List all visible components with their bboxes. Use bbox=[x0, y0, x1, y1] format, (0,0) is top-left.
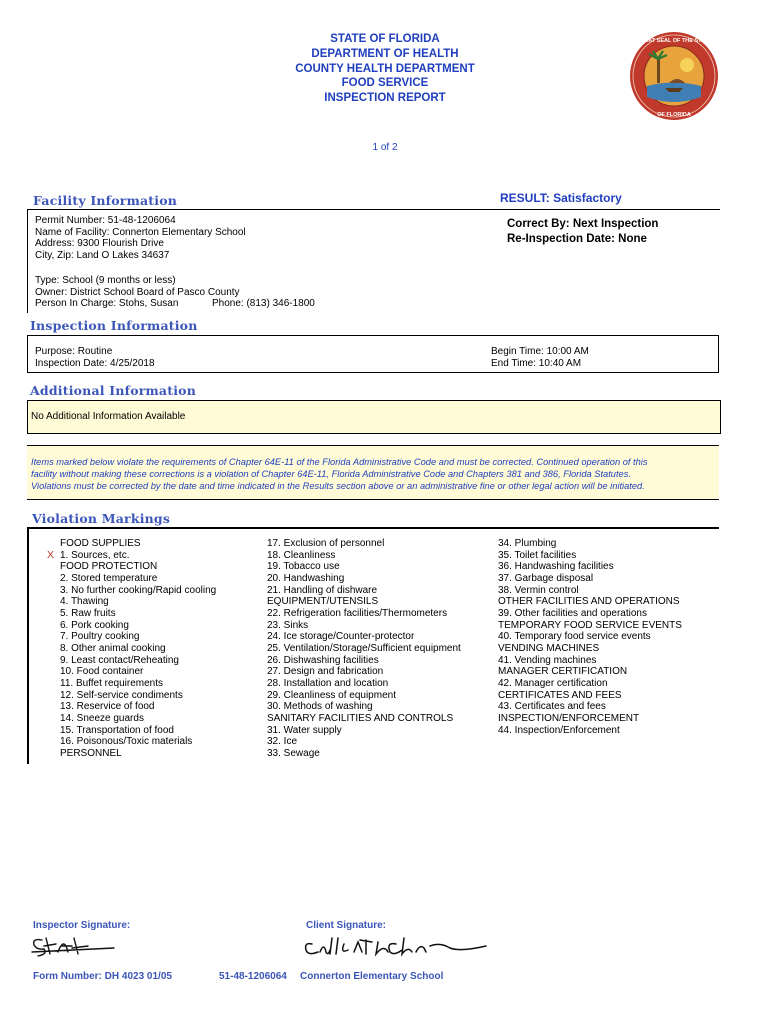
correct-by: Correct By: Next Inspection bbox=[507, 218, 659, 230]
header-food-service: FOOD SERVICE bbox=[341, 77, 429, 90]
facility-phone: Phone: (813) 346-1800 bbox=[211, 298, 315, 310]
note-line-3: Violations must be corrected by the date and time indicated in the Results section above or an administrative fine or other legal action will be initiated. bbox=[31, 481, 645, 492]
svg-text:GREAT SEAL OF THE STATE: GREAT SEAL OF THE STATE bbox=[636, 38, 712, 44]
inspection-date: Inspection Date: 4/25/2018 bbox=[35, 357, 155, 369]
violation-item: 3. No further cooking/Rapid cooling bbox=[60, 584, 217, 596]
violation-item: 2. Stored temperature bbox=[60, 572, 158, 584]
inspector-signature-label: Inspector Signature: bbox=[33, 920, 131, 931]
additional-text: No Additional Information Available bbox=[31, 411, 186, 422]
facility-section-title: Facility Information bbox=[33, 193, 178, 208]
violation-note bbox=[31, 456, 648, 493]
violation-item: 42. Manager certification bbox=[498, 677, 608, 689]
facility-details bbox=[35, 215, 246, 262]
violation-item: 13. Reservice of food bbox=[60, 701, 155, 713]
violation-item: 35. Toilet facilities bbox=[498, 549, 577, 561]
header-state: STATE OF FLORIDA bbox=[330, 33, 440, 45]
violation-item: 20. Handwashing bbox=[267, 572, 345, 584]
begin-time: Begin Time: 10:00 AM bbox=[491, 346, 589, 357]
violation-item: 25. Ventilation/Storage/Sufficient equipment bbox=[267, 642, 461, 654]
note-line-2: facility without making these corrections is a violation of Chapter 64E-11, Florida Administrative Code and Chapters 381 and 386, Florida Statutes. bbox=[31, 469, 631, 480]
violation-item: 9. Least contact/Reheating bbox=[60, 654, 179, 666]
violation-item: MANAGER CERTIFICATION bbox=[498, 666, 628, 678]
end-time: End Time: 10:40 AM bbox=[491, 357, 582, 369]
reinspection-date: Re-Inspection Date: None bbox=[507, 233, 647, 245]
facility-owner: Owner: District School Board of Pasco County bbox=[35, 286, 240, 298]
violation-item: 32. Ice bbox=[267, 736, 298, 748]
result-details bbox=[507, 217, 658, 247]
violation-item: 12. Self-service condiments bbox=[60, 689, 183, 701]
inspection-section-title: Inspection Information bbox=[30, 318, 198, 333]
violation-left-border bbox=[27, 527, 29, 764]
violation-item: INSPECTION/ENFORCEMENT bbox=[498, 712, 640, 724]
violation-item: 21. Handling of dishware bbox=[267, 584, 378, 596]
page-number: 1 of 2 bbox=[372, 142, 398, 153]
violation-item: 28. Installation and location bbox=[267, 677, 389, 689]
violation-top-border bbox=[27, 527, 719, 529]
inspection-purpose: Purpose: Routine bbox=[35, 346, 113, 357]
client-signature-icon bbox=[300, 934, 490, 964]
violation-item: 5. Raw fruits bbox=[60, 607, 116, 619]
violation-column-1 bbox=[60, 538, 216, 759]
violation-item: 24. Ice storage/Counter-protector bbox=[267, 631, 415, 643]
facility-type: Type: School (9 months or less) bbox=[35, 275, 176, 286]
violation-item: CERTIFICATES AND FEES bbox=[498, 689, 622, 701]
violation-item: 38. Vermin control bbox=[498, 584, 579, 596]
person-in-charge-row bbox=[35, 298, 315, 310]
violation-item: 31. Water supply bbox=[267, 724, 342, 736]
violation-item: 39. Other facilities and operations bbox=[498, 607, 647, 619]
violation-item: 17. Exclusion of personnel bbox=[267, 538, 385, 549]
violation-item: 23. Sinks bbox=[267, 619, 309, 631]
violation-item: SANITARY FACILITIES AND CONTROLS bbox=[267, 712, 454, 724]
violation-item: FOOD SUPPLIES bbox=[60, 538, 141, 549]
header-department: DEPARTMENT OF HEALTH bbox=[311, 47, 459, 60]
violation-item: 1. Sources, etc. bbox=[60, 549, 130, 561]
violation-item: 10. Food container bbox=[60, 666, 144, 678]
result-status: RESULT: Satisfactory bbox=[500, 191, 622, 205]
violation-column-3 bbox=[498, 538, 682, 736]
violation-item: 4. Thawing bbox=[60, 596, 109, 608]
header-report-title: INSPECTION REPORT bbox=[324, 92, 446, 105]
violation-item: 8. Other animal cooking bbox=[60, 642, 166, 654]
violation-item: 29. Cleanliness of equipment bbox=[267, 689, 396, 701]
violation-item: VENDING MACHINES bbox=[498, 642, 600, 654]
violation-item: 40. Temporary food service events bbox=[498, 631, 651, 643]
facility-address: Address: 9300 Flourish Drive bbox=[35, 238, 164, 250]
violation-item: 37. Garbage disposal bbox=[498, 572, 594, 584]
violation-item: 27. Design and fabrication bbox=[267, 666, 384, 678]
facility-owner-details bbox=[35, 275, 315, 310]
violation-item: 34. Plumbing bbox=[498, 538, 557, 549]
inspection-right bbox=[491, 346, 589, 369]
facility-city-zip: City, Zip: Land O Lakes 34637 bbox=[35, 250, 170, 262]
violation-item: 33. Sewage bbox=[267, 747, 320, 759]
header-county: COUNTY HEALTH DEPARTMENT bbox=[295, 62, 475, 75]
inspector-signature-icon bbox=[28, 932, 118, 962]
violation-column-2 bbox=[267, 538, 461, 759]
violation-item: 30. Methods of washing bbox=[267, 701, 373, 713]
permit-number: Permit Number: 51-48-1206064 bbox=[35, 215, 176, 226]
violation-item: 14. Sneeze guards bbox=[60, 712, 144, 724]
violation-mark-1: X bbox=[47, 549, 55, 561]
violation-item: 26. Dishwashing facilities bbox=[267, 654, 379, 666]
violation-item: 11. Buffet requirements bbox=[60, 677, 164, 689]
footer-permit-number: 51-48-1206064 bbox=[219, 971, 287, 982]
violation-item: OTHER FACILITIES AND OPERATIONS bbox=[498, 596, 680, 608]
facility-name: Name of Facility: Connerton Elementary School bbox=[35, 226, 246, 238]
svg-text:OF FLORIDA: OF FLORIDA bbox=[657, 112, 691, 118]
note-line-1: Items marked below violate the requirements of Chapter 64E-11 of the Florida Administrative Code and must be corrected. Continued operation of this bbox=[31, 457, 648, 467]
footer-form-number: Form Number: DH 4023 01/05 bbox=[33, 971, 172, 982]
client-signature-label: Client Signature: bbox=[306, 920, 387, 931]
violation-item: 22. Refrigeration facilities/Thermometers bbox=[267, 607, 448, 619]
violation-item: EQUIPMENT/UTENSILS bbox=[267, 596, 379, 608]
violation-item: 7. Poultry cooking bbox=[60, 631, 140, 643]
violation-item: 18. Cleanliness bbox=[267, 549, 336, 561]
violation-item: 41. Vending machines bbox=[498, 654, 597, 666]
person-in-charge: Person In Charge: Stohs, Susan bbox=[35, 298, 179, 310]
violation-item: PERSONNEL bbox=[60, 747, 122, 759]
violation-item: 19. Tobacco use bbox=[267, 561, 340, 573]
violation-item: 15. Transportation of food bbox=[60, 724, 174, 736]
florida-seal-icon bbox=[629, 31, 719, 121]
violation-item: 44. Inspection/Enforcement bbox=[498, 724, 620, 736]
additional-section-title: Additional Information bbox=[30, 383, 196, 398]
violation-item: 36. Handwashing facilities bbox=[498, 561, 614, 573]
footer-facility-name: Connerton Elementary School bbox=[300, 971, 444, 982]
violation-item: 16. Poisonous/Toxic materials bbox=[60, 736, 193, 748]
violation-item: FOOD PROTECTION bbox=[60, 561, 158, 573]
violation-section-title: Violation Markings bbox=[32, 511, 171, 526]
inspection-left bbox=[35, 346, 155, 369]
violation-item: 43. Certificates and fees bbox=[498, 701, 606, 713]
violation-item: TEMPORARY FOOD SERVICE EVENTS bbox=[498, 619, 682, 631]
violation-item: 6. Pork cooking bbox=[60, 619, 129, 631]
